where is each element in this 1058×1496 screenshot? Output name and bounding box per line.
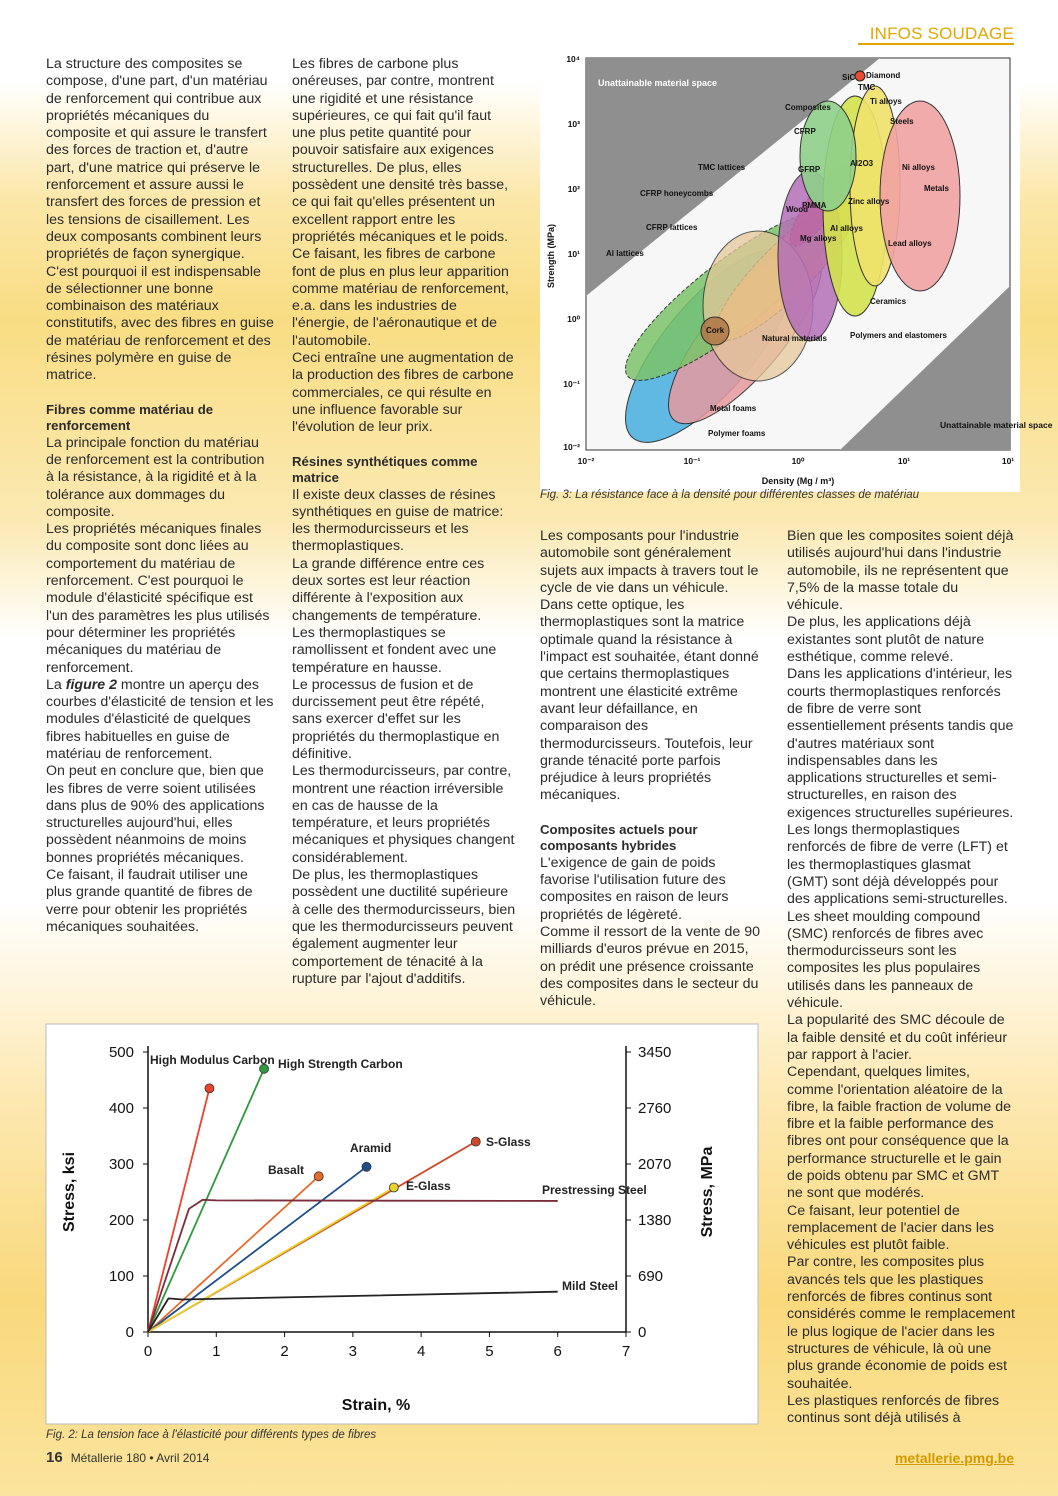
label-cfrp-lattices: CFRP lattices [646, 223, 698, 232]
label-zinc: Zinc alloys [848, 197, 890, 206]
paragraph: Les propriétés mécaniques finales du composite sont donc liées au comportement du matériau de renforcement. C'est pourquoi le module d'élasticité spécifique est l'un des paramètres les plus utilisés pour déterminer les propriétés mécaniques du matériau de renforcement. [46, 521, 270, 676]
y-tick: 10⁻¹ [563, 379, 580, 389]
paragraph: L'exigence de gain de poids favorise l'utilisation future des composites en raison de leurs propriétés de légèreté. [540, 854, 729, 923]
paragraph: Ce faisant, leur potentiel de remplacement de l'acier dans les véhicules est plutôt faible. [787, 1202, 994, 1254]
label-metal-foams: Metal foams [710, 404, 757, 413]
label-steels: Steels [890, 117, 914, 126]
y-tick: 10⁰ [567, 314, 580, 324]
section-header: INFOS SOUDAGE [869, 24, 1014, 43]
section-heading: Fibres comme matériau de renforcement [46, 401, 214, 434]
x-tick-label: 4 [416, 1343, 426, 1360]
series-label-e-glass: E-Glass [406, 1179, 451, 1193]
label-diamond: Diamond [866, 71, 901, 80]
series-label-high-modulus-carbon: High Modulus Carbon [150, 1053, 275, 1067]
paragraph: La popularité des SMC découle de la faible densité et du coût inférieur par rapport à l'acier. [787, 1012, 1008, 1063]
paragraph: Les sheet moulding compound (SMC) renforcés de fibres avec thermodurcisseurs sont les composites les plus populaires utilisés dans les panneaux de véhicule. [787, 908, 984, 1012]
text-column-1 [46, 56, 274, 936]
label-gfrp: GFRP [798, 165, 821, 174]
y-tick: 10³ [567, 119, 580, 129]
paragraph: Cependant, quelques limites, comme l'orientation aléatoire de la fibre, la faible fraction de volume de fibre et la faible performance des fibres ont pour conséquence que la performance structurelle et le gain de poids obtenu par SMC et GMT ne sont que modérés. [787, 1064, 1011, 1202]
y-tick-label: 100 [108, 1268, 134, 1285]
paragraph: De plus, les thermoplastiques possèdent une ductilité supérieure à celle des thermodurcisseurs, bien que les thermodurcisseurs peuvent également augmenter leur comportement de ténacité à la rupture par l'ajout d'additifs. [292, 867, 516, 987]
paragraph: La figure 2 montre un aperçu des courbes d'élasticité de tension et les modules d'élasticité de quelques fibres habituelles en guise de matériau de renforcement. [46, 676, 274, 762]
x-tick-label: 3 [348, 1343, 358, 1360]
figure-3-caption: Fig. 3: La résistance face à la densité pour différentes classes de matériau [540, 489, 920, 501]
label-composites: Composites [785, 103, 831, 112]
magazine-issue: Métallerie 180 • Avril 2014 [70, 1451, 210, 1465]
label-al2o3: Al2O3 [850, 159, 874, 168]
paragraph: Les fibres de carbone plus onéreuses, par contre, montrent une rigidité et une résistance supérieures, ce qui fait qu'il faut une plus petite quantité pour pouvoir satisfaire aux exigences structurelles. De plus, elles possèdent une densité très basse, ce qui fait qu'elles présentent un excellent rapport entre les propriétés mécaniques et le poids. [292, 56, 509, 245]
paragraph: Par contre, les composites plus avancés tels que les plastiques renforcés de fibres continus sont considérés comme le remplacement le plus logique de l'acier dans les structures de véhicule, là où une plus grande économie de poids est souhaitée. [787, 1254, 1015, 1392]
series-label-s-glass: S-Glass [486, 1135, 531, 1149]
paragraph: Les composants pour l'industrie automobile sont généralement sujets aux impacts à travers tout le cycle de vie dans un véhicule. Dans cette optique, les thermoplastiques sont la matrice optimale quand la résistance à l'impact est souhaitée, étant donné que certains thermoplastiques montrent une élasticité extrême avant leur défaillance, en comparaison des thermodurcisseurs. Toutefois, leur grande ténacité porte parfois préjudice à leurs propriétés mécaniques. [540, 528, 759, 804]
label-sic: SiC [842, 73, 856, 82]
y-tick: 10⁻² [563, 442, 580, 452]
label-pmma: PMMA [802, 201, 827, 210]
paragraph: Ceci entraîne une augmentation de la production des fibres de carbone commerciales, ce qui résulte en une influence favorable sur l'évolution de leur prix. [292, 350, 514, 436]
paragraph: De plus, les applications déjà existantes sont plutôt de nature esthétique, comme relevé. [787, 614, 985, 666]
unattainable-label-top: Unattainable material space [598, 78, 718, 88]
series-endpoint-aramid [362, 1162, 371, 1171]
paragraph: Les thermodurcisseurs, par contre, montrent une réaction irréversible en cas de hausse de la température, et leurs propriétés mécaniques et physiques changent considérablement. [292, 763, 515, 866]
x-axis-label: Density (Mg / m³) [761, 476, 835, 486]
x-tick-label: 1 [212, 1343, 221, 1360]
series-label-prestressing-steel: Prestressing Steel [542, 1183, 647, 1197]
series-endpoint-basalt [314, 1172, 323, 1181]
paragraph: Ce faisant, les fibres de carbone font de plus en plus leur apparition comme matériau de renforcement, e.a. dans les industries de l'énergie, de l'aéronautique et de l'automobile. [292, 246, 509, 349]
paragraph: Les plastiques renforcés de fibres continus sont déjà utilisés à [787, 1392, 1000, 1427]
x-tick-label: 0 [143, 1343, 153, 1360]
y2-tick-label: 0 [638, 1324, 647, 1341]
paragraph: La structure des composites se compose, d'une part, d'un matériau de renforcement qui contribue aux propriétés mécaniques du composite et qui assure le transfert des forces de traction et, d'autre part, d'une matrice qui préserve le renforcement et assure aussi le transfert des forces de pression et les tensions de cisaillement. Les deux composants combinent leurs propriétés de façon synergique. C'est pourquoi il est indispensable de sélectionner une bonne combinaison des matériaux constitutifs, avec des fibres en guise de matériau de renforcement et des résines polymère en guise de matrice. [46, 56, 274, 384]
label-natural: Natural materials [762, 334, 827, 343]
x-axis-label: Strain, % [341, 1397, 411, 1414]
y2-tick-label: 2070 [638, 1156, 672, 1173]
y2-axis-label: Stress, MPa [699, 1146, 716, 1238]
label-ti: Ti alloys [870, 97, 902, 106]
section-heading: Composites actuels pour composants hybrides [540, 821, 698, 854]
x-tick: 10⁰ [791, 456, 805, 466]
figure-3-strength-density [540, 46, 1053, 492]
y-tick-label: 300 [108, 1156, 134, 1173]
label-ceramics: Ceramics [870, 297, 907, 306]
unattainable-label-bottom: Unattainable material space [940, 420, 1053, 430]
y-tick-label: 400 [108, 1100, 134, 1117]
series-label-mild-steel: Mild Steel [562, 1279, 619, 1293]
y-tick: 10² [567, 184, 580, 194]
x-tick: 10¹ [1001, 456, 1015, 466]
text-column-4 [787, 528, 1015, 1427]
paragraph: Ce faisant, il faudrait utiliser une plus grande quantité de fibres de verre pour obtenir les propriétés mécaniques souhaitées. [46, 867, 253, 935]
x-tick: 10¹ [897, 456, 911, 466]
y-tick: 10⁴ [566, 54, 580, 64]
label-metals: Metals [924, 184, 949, 193]
y2-tick-label: 690 [638, 1268, 664, 1285]
text-column-3 [540, 528, 760, 1010]
paragraph: Dans les applications d'intérieur, les courts thermoplastiques renforcés de fibre de verre sont essentiellement présents tandis que d'autres matériaux sont indispensables dans les applications structurelles et semi-structurelles, en raison des exigences structurelles supérieures. [787, 666, 1014, 821]
label-polymers: Polymers and elastomers [850, 331, 947, 340]
page-number: 16 [46, 1449, 63, 1466]
x-tick: 10⁻¹ [683, 456, 701, 466]
paragraph: Comme il ressort de la vente de 90 milliards d'euros prévue en 2015, on prédit une présence croissante des composites dans le secteur du véhicule. [540, 923, 761, 1010]
y-tick: 10¹ [567, 249, 580, 259]
series-endpoint-e-glass [389, 1183, 398, 1192]
label-al: Al alloys [830, 224, 863, 233]
paragraph: Les thermoplastiques se ramollissent et fondent avec une température en hausse. [292, 624, 497, 676]
series-label-aramid: Aramid [350, 1141, 392, 1155]
y2-tick-label: 2760 [638, 1100, 672, 1117]
x-tick-label: 5 [485, 1343, 494, 1360]
label-wood: Wood [786, 205, 809, 214]
x-tick-label: 2 [280, 1343, 289, 1360]
figure-2-stress-strain-chart [46, 1024, 758, 1424]
x-tick-label: 7 [621, 1343, 631, 1360]
header-rule [858, 43, 1014, 45]
label-cork: Cork [706, 326, 725, 335]
label-tmc: TMC [858, 83, 876, 92]
label-polymer-foams: Polymer foams [708, 429, 766, 438]
series-endpoint-high-modulus-carbon [205, 1084, 214, 1093]
y-axis-label: Stress, ksi [61, 1151, 78, 1233]
text-column-2 [292, 56, 516, 988]
paragraph: On peut en conclure que, bien que les fibres de verre soient utilisées dans plus de 90% des applications structurelles aujourd'hui, elles possèdent néanmoins de moins bonnes propriétés mécaniques. [46, 763, 265, 866]
paragraph: Le processus de fusion et de durcissement peut être répété, sans exercer d'effet sur les propriétés du thermoplastique en définitive. [292, 676, 500, 762]
label-cfrp-honeycombs: CFRP honeycombs [640, 189, 714, 198]
y-tick-label: 0 [125, 1324, 134, 1341]
paragraph: Il existe deux classes de résines synthétiques en guise de matrice: les thermodurcisseurs et les thermoplastiques. [292, 486, 504, 555]
figure-2-caption: Fig. 2: La tension face à l'élasticité pour différents types de fibres [46, 1429, 377, 1441]
x-tick: 10⁻² [577, 456, 595, 466]
section-heading: Résines synthétiques comme matrice [292, 453, 478, 486]
label-mg: Mg alloys [800, 234, 837, 243]
paragraph: Les longs thermoplastiques renforcés de fibre de verre (LFT) et les thermoplastiques glasmat (GMT) sont déjà développés pour des applications semi-structurelles. [787, 822, 1008, 908]
label-al-lattices: Al lattices [606, 249, 644, 258]
series-label-high-strength-carbon: High Strength Carbon [278, 1057, 403, 1071]
y-tick-label: 500 [108, 1044, 134, 1061]
label-ni: Ni alloys [902, 163, 935, 172]
footer-page-info [46, 1449, 209, 1466]
paragraph: La grande différence entre ces deux sortes est leur réaction différente à l'exposition aux changements de température. [292, 555, 485, 624]
x-tick-label: 6 [553, 1343, 562, 1360]
figure-reference: figure 2 [65, 676, 117, 693]
paragraph: Bien que les composites soient déjà utilisés aujourd'hui dans l'industrie automobile, ils ne représentent que 7,5% de la masse totale du véhicule. [787, 528, 1014, 614]
y2-tick-label: 1380 [638, 1212, 672, 1229]
label-cfrp: CFRP [794, 127, 816, 136]
series-endpoint-s-glass [471, 1137, 480, 1146]
y-axis-label: Strength (MPa) [546, 224, 556, 288]
series-label-basalt: Basalt [268, 1163, 305, 1177]
footer-website-link[interactable]: metallerie.pmg.be [894, 1450, 1014, 1466]
label-lead: Lead alloys [888, 239, 932, 248]
y-tick-label: 200 [108, 1212, 134, 1229]
label-tmc-lattices: TMC lattices [698, 163, 746, 172]
y2-tick-label: 3450 [638, 1044, 672, 1061]
paragraph: La principale fonction du matériau de renforcement est la contribution à la résistance, à la rigidité et à la tolérance aux dommages du composite. [46, 434, 265, 520]
